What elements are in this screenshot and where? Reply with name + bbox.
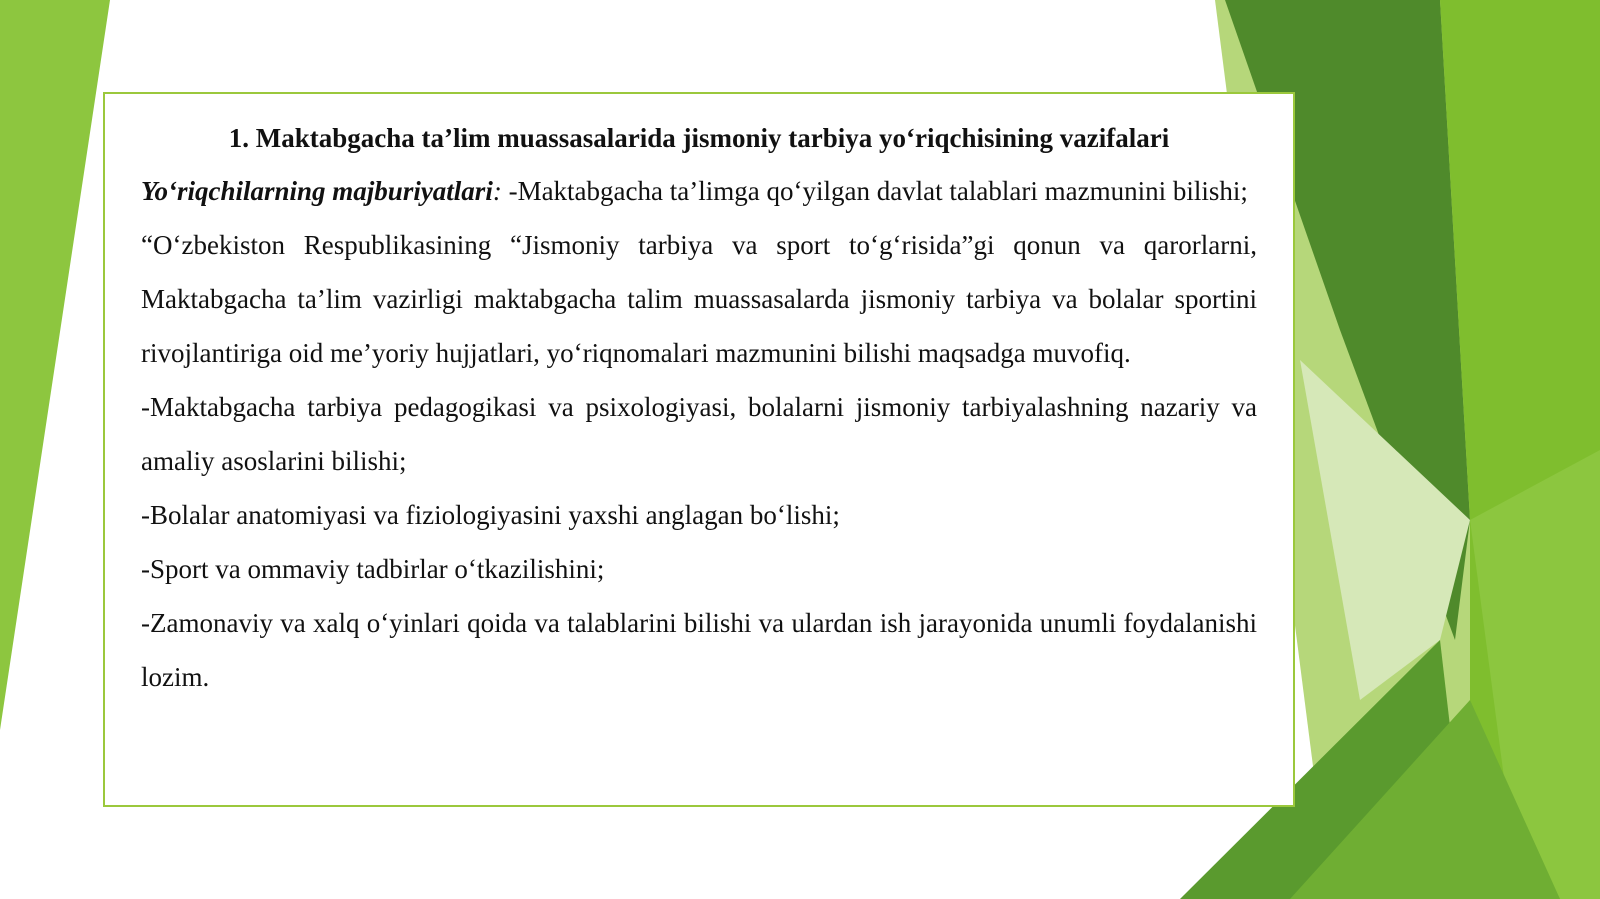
left-green-wedge <box>0 0 110 730</box>
paragraph-laws: “O‘zbekiston Respublikasining “Jismoniy tarbiya va sport to‘g‘risida”gi qonun va qarorlarni, Maktabgacha ta’lim vazirligi maktabgacha talim muassasalarda jismoniy tarbiya va bolalar sportini rivojlantiriga oid me’yoriy hujjatlari, yo‘riqnomalari mazmunini bilishi maqsadga muvofiq. <box>141 230 1257 368</box>
paragraph-anatomy: -Bolalar anatomiyasi va fiziologiyasini yaxshi anglagan bo‘lishi; <box>141 500 840 530</box>
slide-title: 1. Maktabgacha ta’lim muassasalarida jismoniy tarbiya yo‘riqchisining vazifalari <box>228 123 1170 153</box>
duties-colon: : <box>492 176 502 206</box>
duties-first-item: -Maktabgacha ta’limga qo‘yilgan davlat talablari mazmunini bilishi; <box>501 176 1248 206</box>
duties-label: Yo‘riqchilarning majburiyatlari <box>141 176 493 206</box>
paragraph-events: -Sport va ommaviy tadbirlar o‘tkazilishini; <box>141 554 605 584</box>
duties-intro <box>141 164 1257 218</box>
paragraph-games: -Zamonaviy va xalq o‘yinlari qoida va talablarini bilishi va ulardan ish jarayonida unumli foydalanishi lozim. <box>141 608 1257 692</box>
paragraph-pedagogy: -Maktabgacha tarbiya pedagogikasi va psixologiyasi, bolalarni jismoniy tarbiyalashning nazariy va amaliy asoslarini bilishi; <box>141 392 1257 476</box>
content-box <box>103 92 1295 807</box>
